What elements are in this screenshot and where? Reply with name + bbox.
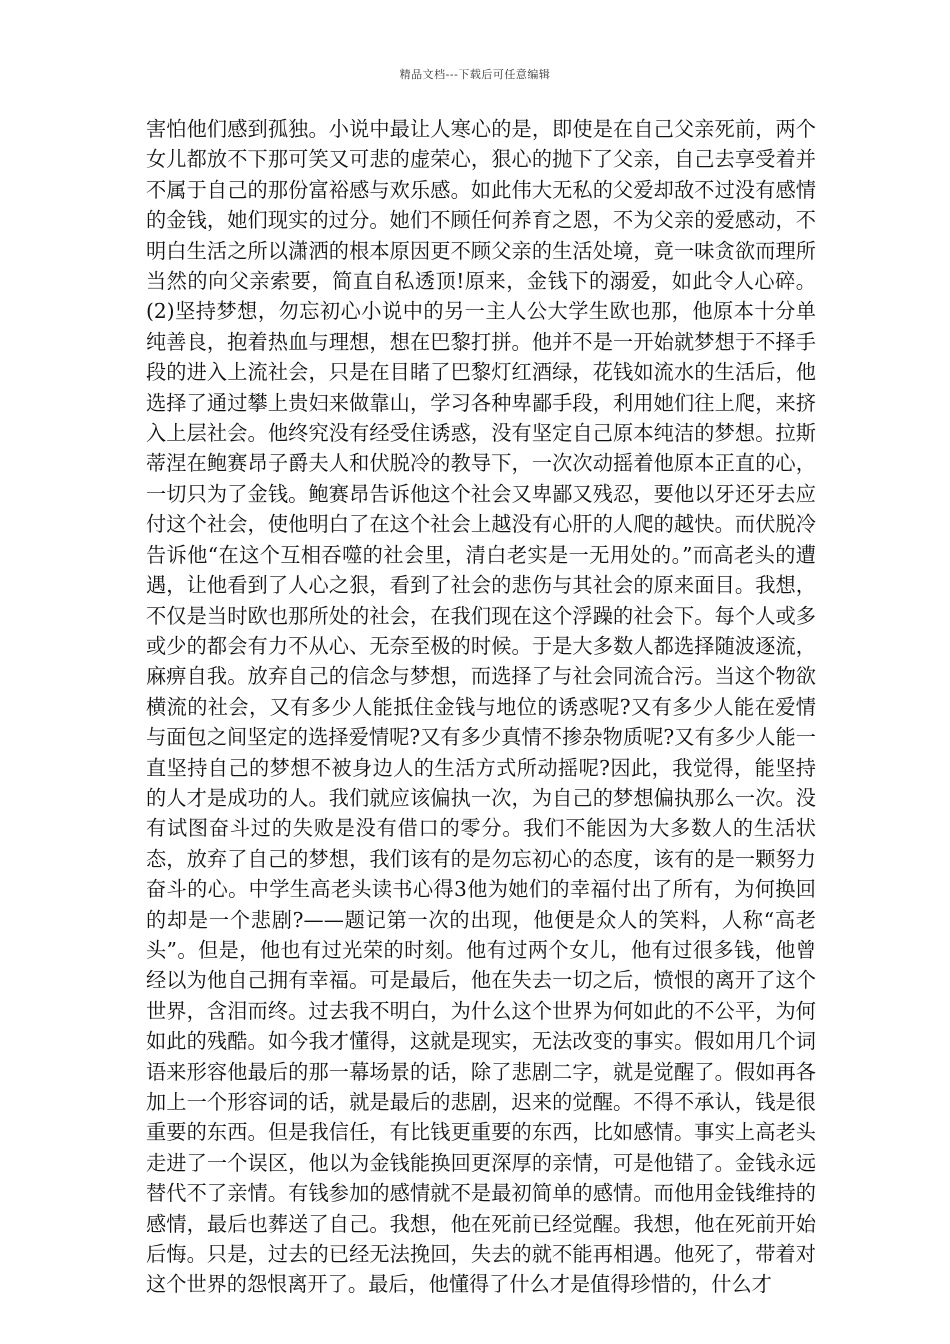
body-paragraph: 害怕他们感到孤独。小说中最让人寒心的是，即使是在自己父亲死前，两个女儿都放不下那可笑又可悲的虚荣心，狠心的抛下了父亲，自己去享受着并不属于自己的那份富裕感与欢乐感。如此伟大无私的父爱却敌不过没有感情的金钱，她们现实的过分。她们不顾任何养育之恩，不为父亲的爱感动，不明白生活之所以潇洒的根本原因更不顾父亲的生活处境，竟一味贪欲而理所当然的向父亲索要，简直自私透顶!原来，金钱下的溺爱，如此令人心碎。(2)坚持梦想，勿忘初心小说中的另一主人公大学生欧也那，他原本十分单纯善良，抱着热血与理想，想在巴黎打拼。他并不是一开始就梦想于不择手段的进入上流社会，只是在目睹了巴黎灯红酒绿，花钱如流水的生活后，他选择了通过攀上贵妇来做靠山，学习各种卑鄙手段，利用她们往上爬，来挤入上层社会。他终究没有经受住诱惑，没有坚定自己原本纯洁的梦想。拉斯蒂涅在鲍赛昂子爵夫人和伏脱冷的教导下，一次次动摇着他原本正直的心，一切只为了金钱。鲍赛昂告诉他这个社会又卑鄙又残忍，要他以牙还牙去应付这个社会，使他明白了在这个社会上越没有心肝的人爬的越快。而伏脱冷告诉他“在这个互相吞噬的社会里，清白老实是一无用处的。”而高老头的遭遇，让他看到了人心之狠，看到了社会的悲伤与其社会的原来面目。我想，不仅是当时欧也那所处的社会，在我们现在这个浮躁的社会下。每个人或多或少的都会有力不从心、无奈至极的时候。于是大多数人都选择随波逐流，麻痹自我。放弃自己的信念与梦想，而选择了与社会同流合污。当这个物欲横流的社会，又有多少人能抵住金钱与地位的诱惑呢?又有多少人能在爱情与面包之间坚定的选择爱情呢?又有多少真情不掺杂物质呢?又有多少人能一直坚持自己的梦想不被身边人的生活方式所动摇呢?因此，我觉得，能坚持的人才是成功的人。我们就应该偏执一次，为自己的梦想偏执那么一次。没有试图奋斗过的失败是没有借口的零分。我们不能因为大多数人的生活状态，放弃了自己的梦想，我们该有的是勿忘初心的态度，该有的是一颗努力奋斗的心。中学生高老头读书心得3他为她们的幸福付出了所有，为何换回的却是一个悲剧?——题记第一次的出现，他便是众人的笑料，人称“高老头”。但是，他也有过光荣的时刻。他有过两个女儿，他有过很多钱，他曾经以为他自己拥有幸福。可是最后，他在失去一切之后，愤恨的离开了这个世界，含泪而终。过去我不明白，为什么这个世界为何如此的不公平，为何如此的残酷。如今我才懂得，这就是现实，无法改变的事实。假如用几个词语来形容他最后的那一幕场景的话，除了悲剧二字，就是觉醒了。假如再各加上一个形容词的话，就是最后的悲剧，迟来的觉醒。不得不承认，钱是很重要的东西。但是我信任，有比钱更重要的东西，比如感情。事实上高老头走进了一个误区，他以为金钱能换回更深厚的亲情，可是他错了。金钱永远替代不了亲情。有钱参加的感情就不是最初简单的感情。而他用金钱维持的感情，最后也葬送了自己。我想，他在死前已经觉醒。我想，他在死前开始后悔。只是，过去的已经无法挽回，失去的就不能再相遇。他死了，带着对这个世界的怨恨离开了。最后，他懂得了什么才是值得珍惜的，什么才 (146, 117, 816, 1297)
page-header: 精品文档---下载后可任意编辑 (399, 68, 551, 81)
